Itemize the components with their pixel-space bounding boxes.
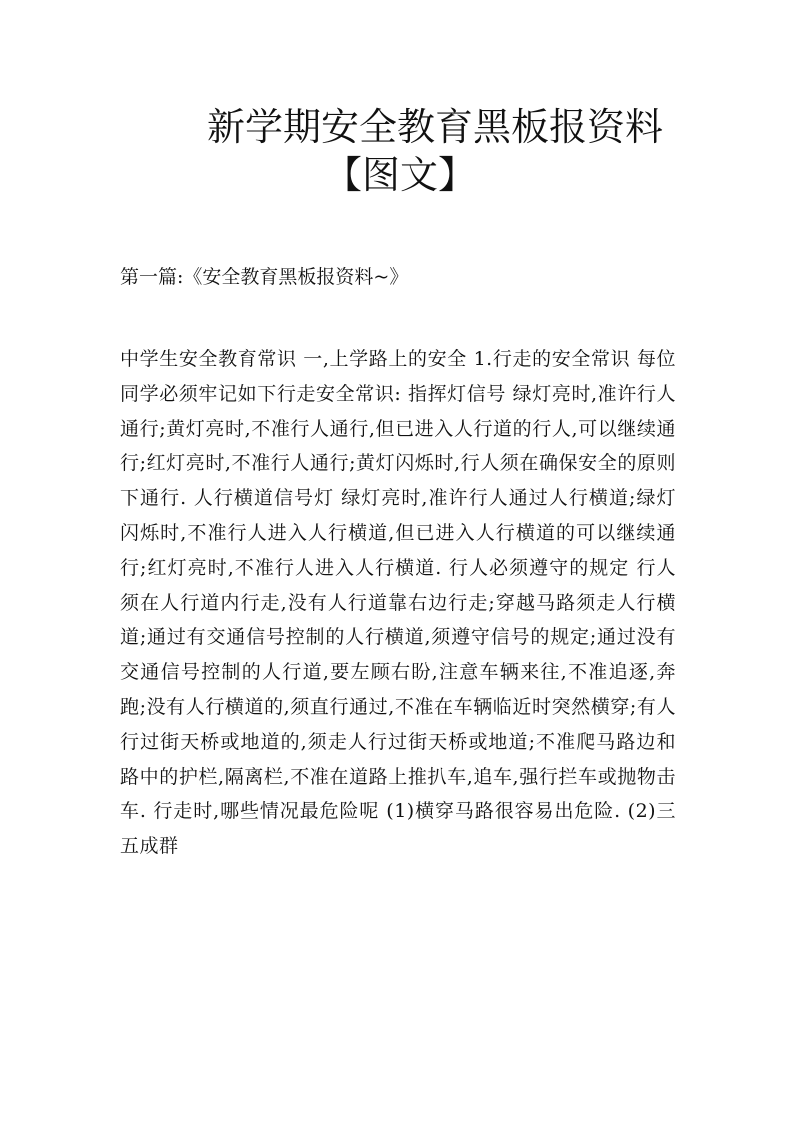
body-paragraph: 中学生安全教育常识 一,上学路上的安全 1.行走的安全常识 每位同学必须牢记如下行走安全常识: 指挥灯信号 绿灯亮时,准许行人通行;黄灯亮时,不准行人通行,但已进入人行道的行人,可以继续通行;红灯亮时,不准行人通行;黄灯闪烁时,行人须在确保安全的原则下通行. 人行横道信号灯 绿灯亮时,准许行人通过人行横道;绿灯闪烁时,不准行人进入人行横道,但已进入人行横道的可以继续通行;红灯亮时,不准行人进入人行横道. 行人必须遵守的规定 行人须在人行道内行走,没有人行道靠右边行走;穿越马路须走人行横道;通过有交通信号控制的人行横道,须遵守信号的规定;通过没有交通信号控制的人行道,要左顾右盼,注意车辆来往,不准追逐,奔跑;没有人行横道的,须直行通过,不准在车辆临近时突然横穿;有人行过街天桥或地道的,须走人行过街天桥或地道;不准爬马路边和路中的护栏,隔离栏,不准在道路上推扒车,追车,强行拦车或抛物击车. 行走时,哪些情况最危险呢 (1)横穿马路很容易出危险. (2)三五成群 (120, 348, 676, 858)
document-title-line2: 【图文】 (323, 153, 476, 197)
section-heading: 第一篇:《安全教育黑板报资料~》 (120, 266, 409, 288)
document-title-line1: 新学期安全教育黑板报资料 (206, 105, 663, 149)
